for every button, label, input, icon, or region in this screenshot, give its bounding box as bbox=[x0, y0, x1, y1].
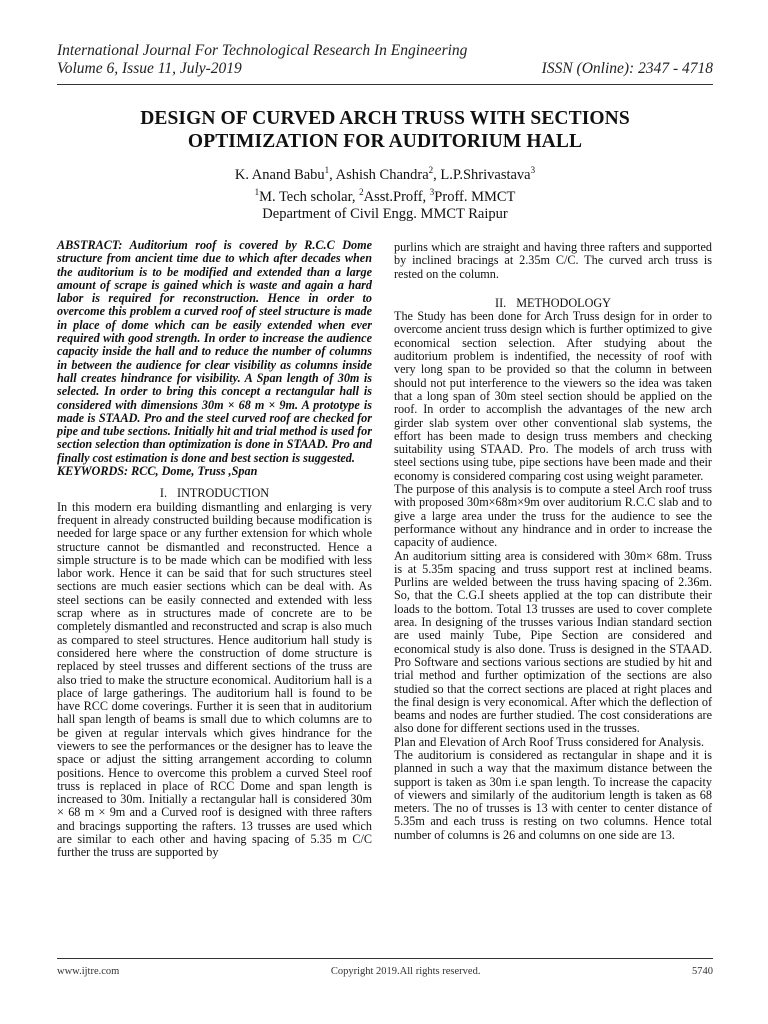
footer-page-number: 5740 bbox=[691, 966, 713, 977]
methodology-paragraph-4: Plan and Elevation of Arch Roof Truss considered for Analysis. bbox=[394, 734, 705, 749]
section-title: INTRODUCTION bbox=[177, 486, 270, 501]
footer-rule bbox=[57, 958, 713, 959]
author-2: , Ashish Chandra bbox=[329, 166, 429, 183]
abstract: ABSTRACT: Auditorium roof is covered by R.C.C Dome structure from ancient time due to which after decades when the auditorium is to be modified and extended than a large amount of scrape is gained which is waste and again a hard labor is required for reconstruction. Hence in order to overcome this problem a curved roof of steel structure is made in place of dome which can be easily extended when ever required with good strength. In order to increase the audience capacity inside the hall and to reduce the number of columns in between the audience for clear visibility as columns inside hall creates hindrance for visibility. A Span length of 30m is selected. In order to bring this concept a rectangular hall is considered with dimensions 30m × 68 m × 9m. A prototype is made is STAAD. Pro and the steel curved roof are checked for pipe and tube sections. Initially hit and trial method is used for section selection than optimization is done in STAAD. Pro and finally cost estimation is done and best section is suggested. bbox=[57, 238, 372, 465]
methodology-paragraph-2: The purpose of this analysis is to compute a steel Arch roof truss with proposed 30m×68m×9m over auditorium R.C.C slab and to give a large area under the truss for the audience to see the performance without any hindrance and in order to increase the capacity of audience. bbox=[394, 482, 712, 550]
section-title: METHODOLOGY bbox=[516, 295, 611, 310]
title-line-1: DESIGN OF CURVED ARCH TRUSS WITH SECTIONS bbox=[140, 108, 630, 129]
author-1: K. Anand Babu bbox=[234, 166, 325, 183]
methodology-paragraph-3: An auditorium sitting area is considered with 30m× 68m. Truss is at 5.35m spacing and truss support rest at inclined beams. Purlins are welded between the truss having spacing of 2.36m. So, that the C.G.I sheets applied at the top can distribute their loads to the bottom. Total 13 trusses are used to cover complete area. In designing of the trusses various Indian standard section are used mainly Tube, Pipe Section are considered and economical study is also done. Truss is designed in the STAAD. Pro Software and sections various sections are studied by hit and trial method and further optimization of the sections are also studied so that the correct sections are placed at right places and the final design is very economical. After which the deflection of beams and nodes are further studied. The cost considerations are also done for different sections used in the trusses. bbox=[394, 548, 712, 736]
left-column bbox=[57, 239, 372, 860]
section-heading-introduction bbox=[57, 487, 372, 500]
role-2-sup: 2 bbox=[359, 186, 364, 197]
footer-copyright: Copyright 2019.All rights reserved. bbox=[330, 966, 481, 977]
header-rule bbox=[57, 84, 713, 85]
introduction-paragraph: In this modern era building dismantling and enlarging is very frequent in already constructed building because modification is needed for large space or any further extension for which whole structure cannot be dismantled and reconstructed. Hence a simple structure is to be made which can be modified with less labor work. Hence it can be said that for such structures steel sections are much easier sections which can be deal with. As steel sections can be easily connected and extended with less scrap where as in structures made of concrete are to be completely dismantled and reconstructed and scrap is also much as compared to steel structures. Hence auditorium hall study is considered here where the construction of dome structure is replaced by steel trusses and different sections of the truss are also tried to make the structure economical. Auditorium hall is a place of large gatherings. The auditorium hall is found to be have RCC dome coverings. Further it is seen that in auditorium hall span length of beams is small due to which columns are to be given at regular intervals which gives hindrance for the viewers to see the performances or the designer has to leave the space or adjust the sitting arrangement according to column positions. Hence to overcome this problem a curved Steel roof truss is replaced in place of RCC Dome and span length is increased to 30m. Initially a rectangular hall is considered 30m × 68 m × 9m and a Curved roof is designed with three rafters and bracings supporting the rafters. 13 trusses are used which are similar to each other and having spacing of 5.35 m C/C further the truss are supported by bbox=[57, 499, 372, 860]
methodology-paragraph-1: The Study has been done for Arch Truss design for in order to overcome ancient truss design which is further optimized to give economical section selection. After studying about the auditorium problem is indentified, the necessity of roof with very long span to be provided so that the column in between should not put interference to the viewers so the idea was taken that a long span of 30m steel section should be applied on the roof. In order to accomplish the advantages of the new arch girder slab system over other conventional slab systems, the effort has been made to design truss members and checking suitability using STAAD. Pro. The models of arch truss with steel sections using tube, pipe sections have been made and their economy is considered comparing cost using weight parameter. bbox=[394, 309, 712, 483]
section-number: I. bbox=[159, 486, 168, 501]
author-block bbox=[57, 162, 713, 223]
department: Department of Civil Engg. MMCT Raipur bbox=[262, 205, 508, 222]
paper-title bbox=[57, 107, 713, 153]
role-3: Proff. MMCT bbox=[434, 188, 516, 205]
journal-issn: ISSN (Online): 2347 - 4718 bbox=[541, 60, 713, 77]
keywords: KEYWORDS: RCC, Dome, Truss ,Span bbox=[57, 464, 258, 479]
author-2-sup: 2 bbox=[428, 165, 434, 175]
role-3-sup: 3 bbox=[429, 186, 435, 197]
title-line-2: OPTIMIZATION FOR AUDITORIUM HALL bbox=[187, 131, 583, 152]
author-1-sup: 1 bbox=[324, 165, 330, 175]
right-column bbox=[394, 241, 712, 842]
continued-paragraph: purlins which are straight and having three rafters and supported by inclined bracings at 2.35m C/C. The curved arch truss is rested on the column. bbox=[394, 240, 712, 281]
section-number: II. bbox=[495, 295, 507, 310]
journal-volume: Volume 6, Issue 11, July-2019 bbox=[57, 60, 242, 77]
author-names bbox=[57, 162, 713, 184]
methodology-paragraph-5: The auditorium is considered as rectangular in shape and it is planned in such a way that the maximum distance between the support is taken as 30m i.e span length. To increase the capacity of viewers and similarly of the auditorium length is taken as 68 meters. The no of trusses is 13 with center to center distance of 5.35m and each truss is resting on two columns. Hence total number of columns is 26 and columns on one side are 13. bbox=[394, 747, 712, 842]
journal-issue-row bbox=[57, 60, 713, 78]
author-roles bbox=[57, 184, 713, 206]
role-1: M. Tech scholar, bbox=[259, 188, 360, 205]
author-3: , L.P.Shrivastava bbox=[433, 166, 531, 183]
role-2: Asst.Proff, bbox=[363, 188, 430, 205]
author-3-sup: 3 bbox=[530, 165, 536, 175]
footer-website: www.ijtre.com bbox=[57, 966, 120, 977]
journal-header bbox=[57, 42, 713, 78]
section-heading-methodology bbox=[394, 297, 712, 310]
journal-name: International Journal For Technological Research In Engineering bbox=[57, 42, 468, 59]
role-1-sup: 1 bbox=[254, 186, 260, 197]
page-footer bbox=[57, 966, 713, 977]
